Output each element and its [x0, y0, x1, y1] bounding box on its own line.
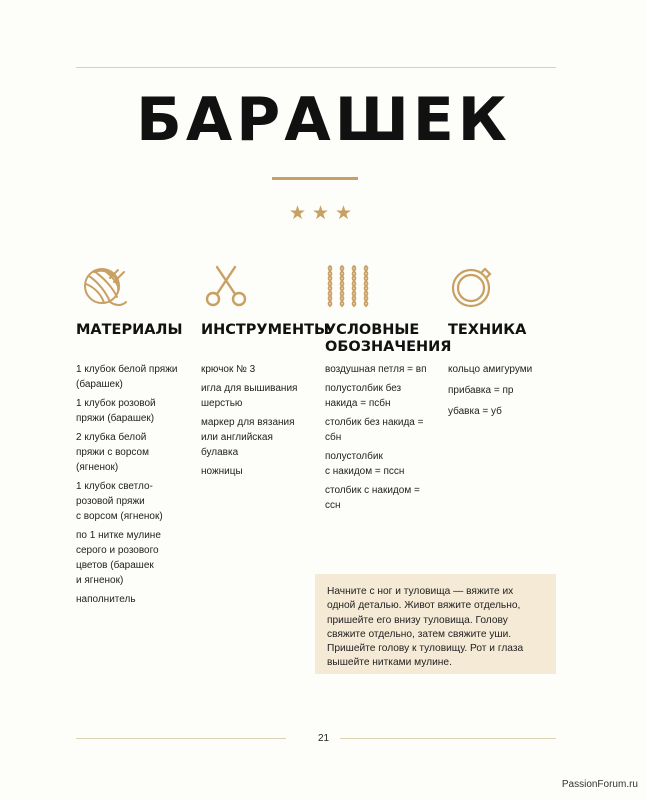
amigurumi-ring-icon: [448, 262, 496, 310]
heading-materials: МАТЕРИАЛЫ: [76, 322, 183, 338]
legend-list: [325, 362, 440, 517]
page-title: БАРАШЕК: [136, 85, 511, 155]
tools-list: [201, 362, 311, 483]
instructions-note: Начните с ног и туловища — вяжите их одной деталью. Живот вяжите отдельно, пришейте его внизу туловища. Голову свяжите отдельно, затем свяжите уши. Пришейте голову к туловищу. Рот и глаза вышейте нитками мулине.: [315, 574, 556, 674]
scissors-icon: [202, 262, 250, 310]
heading-tools: ИНСТРУМЕНТЫ: [201, 322, 329, 338]
list-item: маркер для вязания или английская булавка: [201, 417, 295, 458]
list-item: столбик без накида = сбн: [325, 417, 424, 443]
list-item: игла для вышивания шерстью: [201, 383, 298, 409]
list-item: 1 клубок светло- розовой пряжи с ворсом (ягненок): [76, 481, 163, 522]
title-underline: [272, 177, 358, 180]
watermark: PassionForum.ru: [561, 779, 638, 790]
heading-legend-line-2: ОБОЗНАЧЕНИЯ: [325, 339, 452, 355]
top-rule: [76, 67, 556, 68]
materials-list: [76, 362, 194, 611]
list-item: крючок № 3: [201, 364, 256, 375]
list-item: 2 клубка белой пряжи с ворсом (ягненок): [76, 432, 149, 473]
list-item: наполнитель: [76, 594, 136, 605]
list-item: полустолбик без накида = псбн: [325, 383, 402, 409]
list-item: 1 клубок розовой пряжи (барашек): [76, 398, 156, 424]
heading-legend-line-1: УСЛОВНЫЕ: [325, 322, 420, 338]
list-item: прибавка = пр: [448, 385, 514, 396]
list-item: столбик с накидом = ссн: [325, 485, 420, 511]
heading-technique: ТЕХНИКА: [448, 322, 527, 338]
page-number: 21: [317, 733, 330, 744]
yarn-ball-icon: [80, 262, 128, 310]
list-item: полустолбик с накидом = пссн: [325, 451, 405, 477]
footer-rule-right: [340, 738, 556, 739]
stitch-pattern-icon: [324, 262, 372, 310]
technique-list: [448, 362, 558, 423]
difficulty-stars: ★★★: [288, 203, 359, 224]
list-item: воздушная петля = вп: [325, 364, 427, 375]
list-item: 1 клубок белой пряжи (барашек): [76, 364, 178, 390]
list-item: по 1 нитке мулине серого и розового цветов (барашек и ягненок): [76, 530, 161, 586]
heading-legend: [325, 322, 452, 356]
list-item: убавка = уб: [448, 406, 502, 417]
list-item: ножницы: [201, 466, 243, 477]
list-item: кольцо амигуруми: [448, 364, 533, 375]
